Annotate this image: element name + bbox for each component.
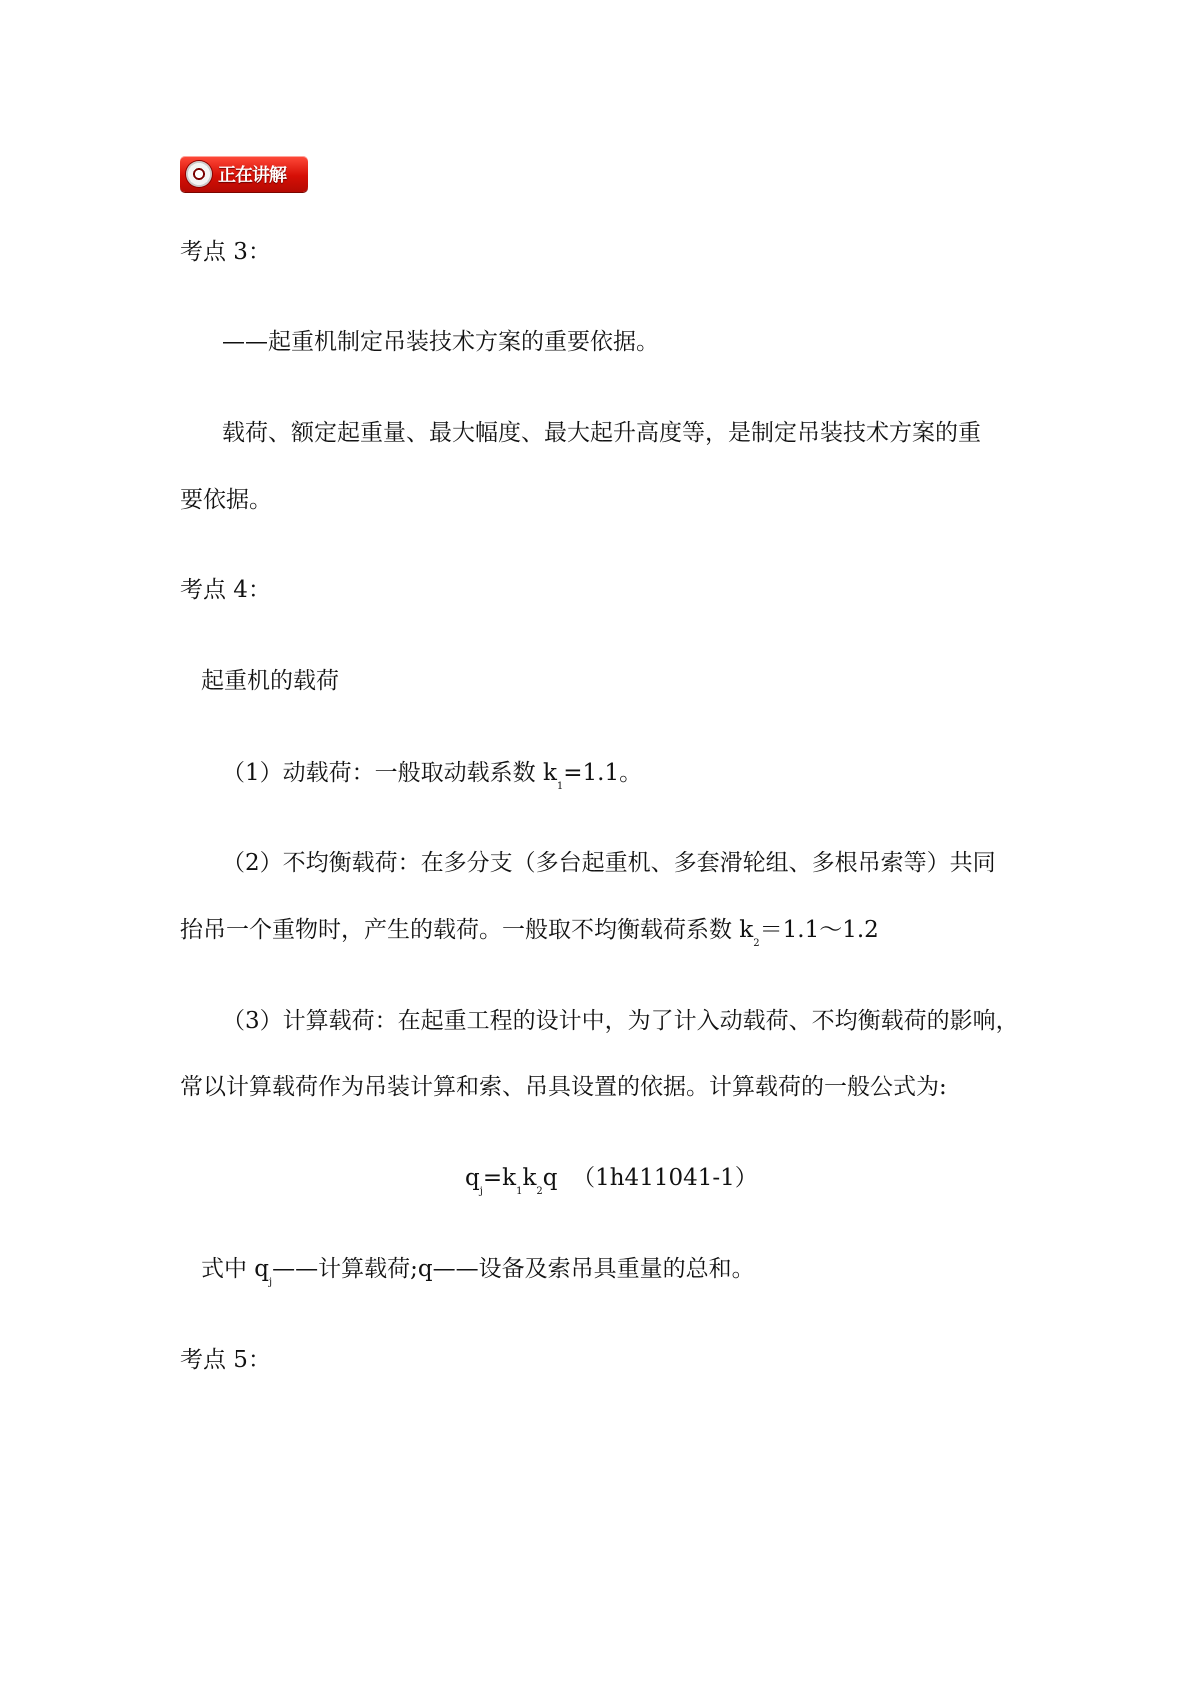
now-explaining-badge[interactable] (180, 156, 308, 192)
formula-q2: q (542, 1165, 558, 1191)
item2-cont-text: 抬吊一个重物时，产生的载荷。一般取不均衡载荷系数 k (180, 917, 754, 943)
point3-heading: 考点 3： (180, 239, 271, 265)
item2-value: ＝1.1～1.2 (759, 917, 879, 943)
formula-explanation (201, 1254, 755, 1288)
point3-paragraph-cont: 要依据。 (180, 487, 272, 513)
badge-label: 正在讲解 (218, 165, 286, 186)
point4-title: 起重机的载荷 (201, 668, 339, 694)
item1-value: =1.1。 (563, 760, 643, 786)
point4-item3-cont: 常以计算载荷作为吊装计算和索、吊具设置的依据。计算载荷的一般公式为: (180, 1074, 947, 1100)
formula-k2-subscript: 2 (536, 1186, 543, 1197)
formula-eq-k1: =k (482, 1165, 517, 1191)
where-subscript: j (269, 1277, 273, 1288)
point4-heading: 考点 4： (180, 577, 271, 603)
disc-icon (186, 161, 212, 187)
formula-q-subscript: j (479, 1186, 483, 1197)
item1-subscript: 1 (556, 781, 564, 792)
formula-k1-subscript: 1 (516, 1186, 523, 1197)
where-definition: ——计算载荷;q——设备及索吊具重量的总和。 (272, 1256, 755, 1282)
point4-item2: （2）不均衡载荷：在多分支（多台起重机、多套滑轮组、多根吊索等）共同 (222, 850, 996, 876)
item1-text: （1）动载荷：一般取动载系数 k (222, 760, 557, 786)
item2-subscript: 2 (753, 938, 760, 949)
formula-k2: k (522, 1165, 537, 1191)
point5-heading: 考点 5： (180, 1347, 271, 1373)
where-text: 式中 q (201, 1256, 270, 1282)
point3-paragraph: 载荷、额定起重量、最大幅度、最大起升高度等，是制定吊装技术方案的重 (222, 420, 981, 446)
load-formula (465, 1163, 758, 1197)
formula-q: q (465, 1165, 480, 1191)
point4-item1 (222, 758, 643, 792)
point4-item3: （3）计算载荷：在起重工程的设计中，为了计入动载荷、不均衡载荷的影响， (222, 1008, 1019, 1034)
point3-line1: ——起重机制定吊装技术方案的重要依据。 (222, 329, 659, 355)
point4-item2-cont (180, 915, 879, 949)
formula-reference: （1h411041-1） (572, 1165, 758, 1191)
